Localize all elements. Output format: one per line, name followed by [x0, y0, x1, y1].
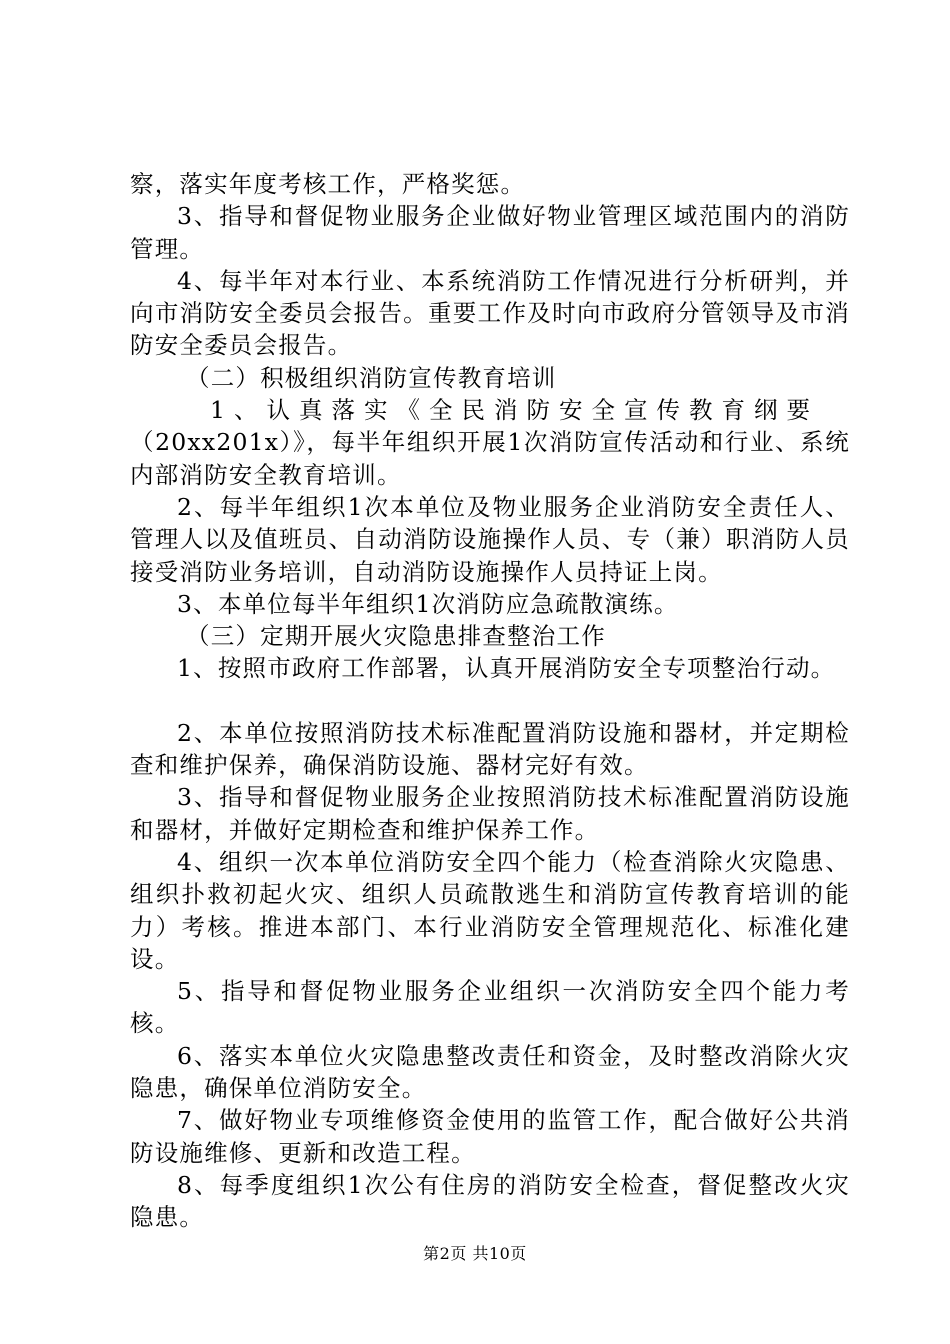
paragraph: 1、认真落实《全民消防安全宣传教育纲要 [210, 396, 819, 425]
paragraph: 3、本单位每半年组织1次消防应急疏散演练。 [177, 589, 679, 618]
paragraph: 8、每季度组织1次公有住房的消防安全检查，督促整改火灾隐患。 [130, 1170, 850, 1232]
paragraph: 7、做好物业专项维修资金使用的监管工作，配合做好公共消防设施维修、更新和改造工程。 [130, 1106, 850, 1167]
paragraph: 5、指导和督促物业服务企业组织一次消防安全四个能力考核。 [130, 977, 850, 1038]
paragraph: 2、本单位按照消防技术标准配置消防设施和器材，并定期检查和维护保养，确保消防设施、器材完好有效。 [130, 718, 850, 780]
paragraph: 2、每半年组织1次本单位及物业服务企业消防安全责任人、管理人以及值班员、自动消防设施操作人员、专（兼）职消防人员接受消防业务培训，自动消防设施操作人员持证上岗。 [130, 492, 850, 586]
page-footer [0, 1244, 950, 1264]
document-body [130, 168, 850, 1234]
paragraph: 6、落实本单位火灾隐患整改责任和资金，及时整改消除火灾隐患，确保单位消防安全。 [130, 1041, 850, 1103]
paragraph: （20xx201x）》，每半年组织开展1次消防宣传活动和行业、系统内部消防安全教育培训。 [130, 428, 850, 489]
paragraph: 3、指导和督促物业服务企业做好物业管理区域范围内的消防管理。 [130, 202, 850, 263]
section-heading: （三）定期开展火灾隐患排查整治工作 [186, 622, 606, 651]
paragraph: 1、按照市政府工作部署，认真开展消防安全专项整治行动。 [177, 654, 836, 683]
section-heading: （二）积极组织消防宣传教育培训 [186, 363, 557, 392]
paragraph: 3、指导和督促物业服务企业按照消防技术标准配置消防设施和器材，并做好定期检查和维护保养工作。 [130, 783, 850, 844]
page-number-label: 第2页 共10页 [423, 1244, 527, 1263]
paragraph: 4、组织一次本单位消防安全四个能力（检查消除火灾隐患、组织扑救初起火灾、组织人员疏散逃生和消防宣传教育培训的能力）考核。推进本部门、本行业消防安全管理规范化、标准化建设。 [130, 847, 850, 973]
paragraph: 察，落实年度考核工作，严格奖惩。 [130, 170, 526, 198]
paragraph: 4、每半年对本行业、本系统消防工作情况进行分析研判，并向市消防安全委员会报告。重要工作及时向市政府分管领导及市消防安全委员会报告。 [130, 266, 850, 360]
